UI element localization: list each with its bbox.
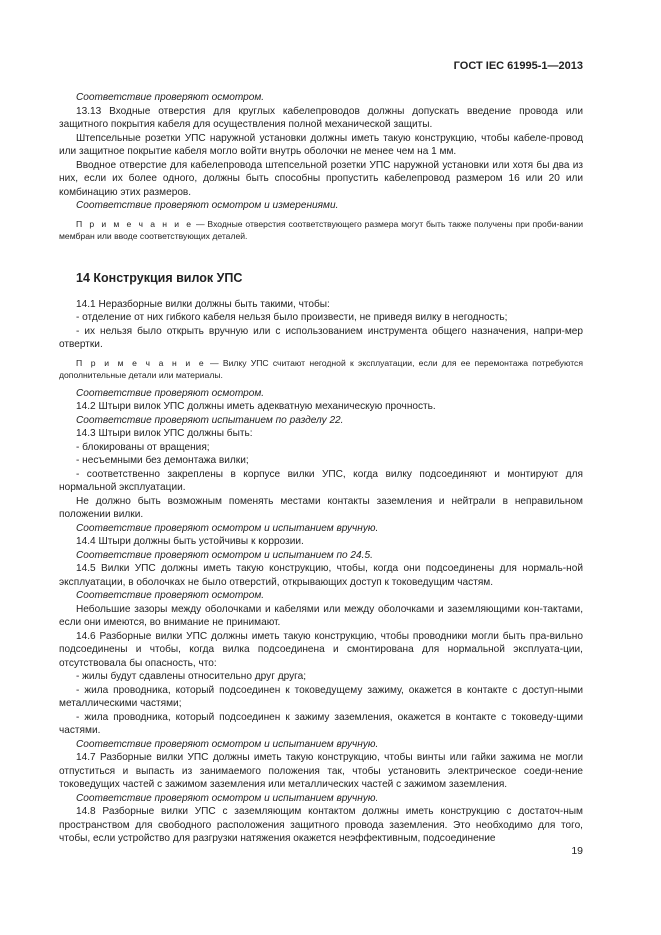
paragraph: 14.1 Неразборные вилки должны быть такими, чтобы: — [76, 298, 330, 310]
paragraph: 14.5 Вилки УПС должны иметь такую конструкцию, чтобы, когда они подсоединены для нормаль-ной эксплуатации, в оболочках не было отверстий, открывающих доступ к токоведущим частям. — [59, 563, 583, 588]
paragraph: Не должно быть возможным поменять местами контакты заземления и нейтрали в неправильном положении вилки. — [59, 495, 583, 520]
standard-header: ГОСТ IEC 61995-1—2013 — [453, 60, 583, 72]
list-item: - жилы будут сдавлены относительно друг друга; — [76, 671, 307, 682]
paragraph: 14.4 Штыри должны быть устойчивы к коррозии. — [76, 536, 304, 547]
note — [59, 357, 583, 381]
note-label: П р и м е ч а н и е — [76, 218, 194, 229]
paragraph: Штепсельные розетки УПС наружной установки должны иметь такую конструкцию, чтобы кабеле-провод или защитное покрытие кабеля могло войти внутрь оболочки не менее чем на 1 мм. — [59, 132, 583, 157]
paragraph: 14.8 Разборные вилки УПС с заземляющим контактом должны иметь конструкцию с достаточ-ным пространством для свободного расположения защитного провода заземления. Это необходимо для того, чтобы, если устройство для разгрузки натяжения окажется неэффективным, подсоединение — [59, 806, 583, 844]
paragraph: Соответствие проверяют осмотром. — [76, 590, 265, 601]
list-item: - отделение от них гибкого кабеля нельзя было произвести, не приведя вилку в негодность; — [76, 312, 508, 323]
paragraph: 13.13 Входные отверстия для круглых кабелепроводов должны допускать введение провода или защитного покрытия кабеля для осуществления полной механической защиты. — [59, 105, 583, 130]
note — [59, 218, 583, 242]
paragraph: 14.3 Штыри вилок УПС должны быть: — [76, 428, 253, 439]
paragraph: Соответствие проверяют осмотром. — [76, 92, 265, 103]
paragraph: 14.6 Разборные вилки УПС должны иметь такую конструкцию, чтобы проводники могли быть пра-вильно подсоединены и чтобы, когда вилка подсоединена и смонтирована для нормальной эксплуата-ции, отсутствовала бы опасность, что: — [59, 630, 583, 669]
paragraph: Соответствие проверяют осмотром и испытанием вручную. — [76, 738, 379, 750]
paragraph: 14.2 Штыри вилок УПС должны иметь адекватную механическую прочность. — [76, 401, 436, 412]
paragraph: Небольшие зазоры между оболочками и кабелями или между оболочками и заземляющими кон-тактами, если они имеются, во внимание не принимают. — [59, 603, 583, 628]
paragraph: Соответствие проверяют испытанием по разделу 22. — [76, 414, 344, 426]
list-item: - их нельзя было открыть вручную или с использованием инструмента общего назначения, напри-мер отвертки. — [59, 325, 583, 350]
list-item: - соответственно закреплены в корпусе вилки УПС, когда вилку подсоединяют и монтируют для нормальной эксплуатации. — [59, 468, 583, 493]
note-label: П р и м е ч а н и е — [76, 357, 206, 368]
paragraph: Вводное отверстие для кабелепровода штепсельной розетки УПС наружной установки или хотя бы два из них, если их более одного, должны быть способны пропустить кабелепровод размером 16 или 20 или комбинацию этих размеров. — [59, 159, 583, 198]
paragraph: Соответствие проверяют осмотром. — [76, 387, 265, 399]
list-item: - жила проводника, который подсоединен к зажиму заземления, окажется в контакте с токоведу-щими частями. — [59, 711, 583, 736]
list-item: - несъемными без демонтажа вилки; — [76, 455, 249, 466]
page-body — [59, 91, 583, 846]
page-number: 19 — [571, 845, 583, 857]
paragraph: Соответствие проверяют осмотром и измерениями. — [76, 200, 339, 211]
note-text: — Входные отверстия соответствующего размера могут быть также получены при проби-вании мембран или вводе соответствующих деталей. — [59, 218, 583, 241]
paragraph: 14.7 Разборные вилки УПС должны иметь такую конструкцию, чтобы винты или гайки зажима не могли отпуститься и выпасть из занимаемого положения так, чтобы установить электрическое соеди-нение токоведущих частей с зажимом заземления или металлических частей с зажимом заземления. — [59, 752, 583, 790]
note-text: — Вилку УПС считают негодной к эксплуатации, если для ее перемонтажа потребуются дополнительные детали или материалы. — [59, 357, 583, 380]
paragraph: Соответствие проверяют осмотром и испытанием вручную. — [76, 522, 379, 534]
section-title: 14 Конструкция вилок УПС — [76, 270, 243, 285]
paragraph: Соответствие проверяют осмотром и испытанием вручную. — [76, 792, 379, 804]
list-item: - блокированы от вращения; — [76, 441, 210, 453]
paragraph: Соответствие проверяют осмотром и испытанием по 24.5. — [76, 549, 373, 561]
list-item: - жила проводника, который подсоединен к токоведущему зажиму, окажется в контакте с доступ-ными металлическими частями; — [59, 684, 583, 709]
